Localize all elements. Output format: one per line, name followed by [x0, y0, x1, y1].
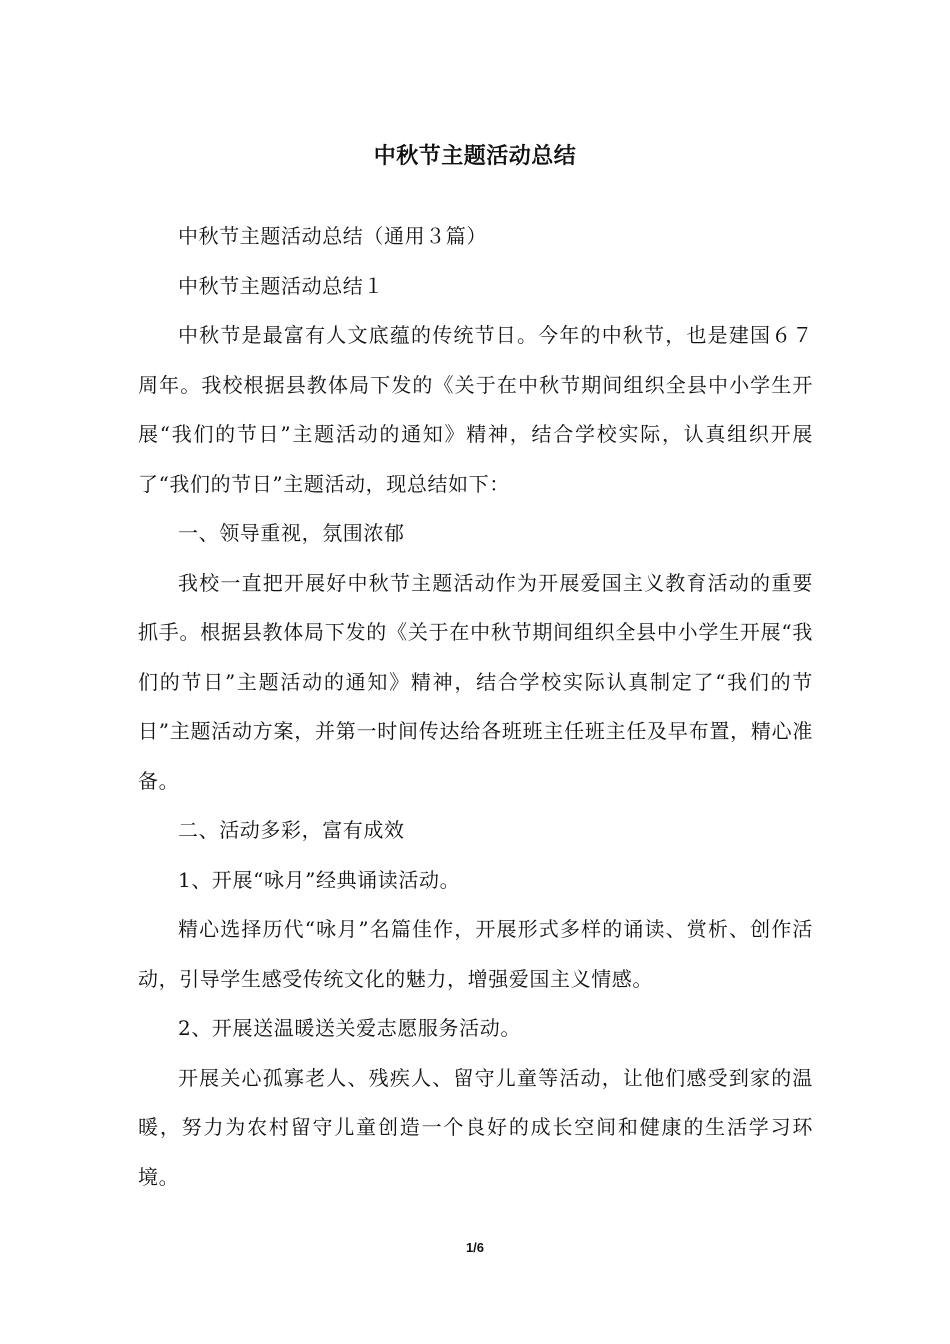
section-heading: 二、活动多彩，富有成效: [178, 818, 405, 842]
body-paragraph: 开展关心孤寡老人、残疾人、留守儿童等活动，让他们感受到家的温暖，努力为农村留守儿童创造一个良好的成长空间和健康的生活学习环境。: [138, 1065, 813, 1189]
body-paragraph: 我校一直把开展好中秋节主题活动作为开展爱国主义教育活动的重要抓手。根据县教体局下发的《关于在中秋节期间组织全县中小学生开展“我们的节日”主题活动的通知》精神，结合学校实际认真制定了“我们的节日”主题活动方案，并第一时间传达给各班班主任班主任及早布置，精心准备。: [138, 570, 813, 793]
document-body: [138, 212, 813, 1202]
section-heading: 一、领导重视，氛围浓郁: [178, 521, 405, 545]
list-item-heading: 2、开展送温暖送关爱志愿服务活动。: [178, 1016, 521, 1040]
list-item-heading: 1、开展“咏月”经典诵读活动。: [178, 867, 461, 892]
subtitle-paragraph: 中秋节主题活动总结（通用３篇）: [178, 224, 487, 248]
document-title: 中秋节主题活动总结: [373, 144, 577, 169]
body-paragraph: 精心选择历代“咏月”名篇佳作，开展形式多样的诵读、赏析、创作活动，引导学生感受传统文化的魅力，增强爱国主义情感。: [138, 917, 813, 991]
page-number: 1/6: [465, 1240, 485, 1255]
body-paragraph: 中秋节是最富有人文底蕴的传统节日。今年的中秋节，也是建国６７周年。我校根据县教体局下发的《关于在中秋节期间组织全县中小学生开展“我们的节日”主题活动的通知》精神，结合学校实际，认真组织开展了“我们的节日”主题活动，现总结如下：: [138, 323, 813, 496]
section-heading: 中秋节主题活动总结１: [178, 273, 384, 298]
